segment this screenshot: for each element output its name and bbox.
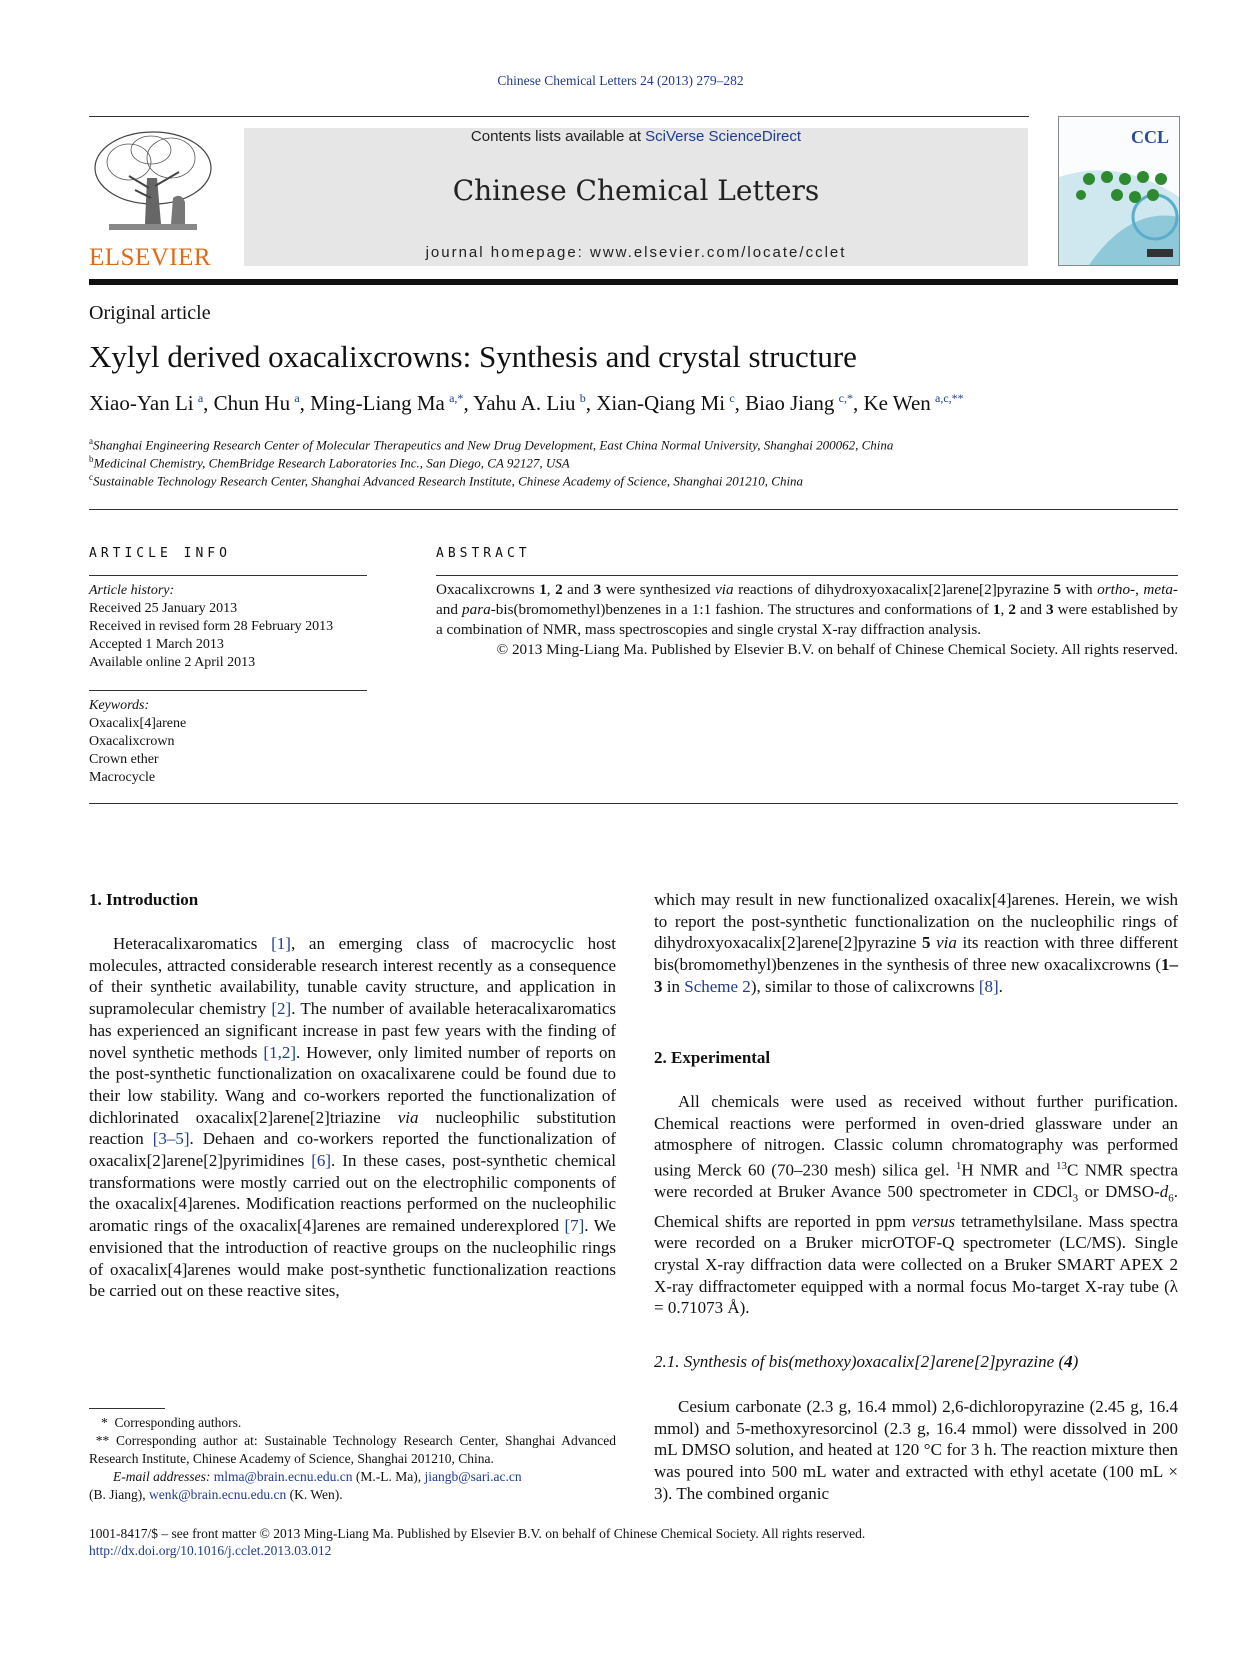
journal-cover-image	[1058, 116, 1180, 266]
synthesis-paragraph: Cesium carbonate (2.3 g, 16.4 mmol) 2,6-dichloropyrazine (2.45 g, 16.4 mmol) and 5-methoxyresorcinol (2.3 g, 16.4 mmol) were dissolved in 200 mL DMSO solution, and heated at 120 °C for 3 h. The reaction mixture then was poured into 500 mL water and extracted with ethyl acetate (100 mL × 3). The combined organic	[654, 1397, 1178, 1503]
citation-link[interactable]: [7]	[564, 1216, 585, 1236]
author: Biao Jiang	[745, 391, 835, 415]
affiliation-rule	[89, 509, 1178, 510]
info-rule	[89, 575, 367, 576]
contents-prefix: Contents lists available at	[470, 128, 646, 145]
history-item: Received in revised form 28 February 2013	[89, 619, 334, 634]
author: Chun Hu	[213, 391, 291, 415]
doi-link[interactable]: http://dx.doi.org/10.1016/j.cclet.2013.03.012	[89, 1543, 332, 1558]
experimental-paragraph: All chemicals were used as received without further purification. Chemical reactions were performed in oven-dried glassware under an atmosphere of nitrogen. Classic column chromatography was performed using Merck 60 (70–230 mesh) silica gel. $^1$H NMR and $^{13}$C NMR spectra were recorded at Bruker Avance 500 spectrometer in CDCl$_3$ or DMSO-$d_6$. Chemical shifts are reported in ppm versus tetramethylsilane. Mass spectra were recorded on a Bruker micrOTOF-Q spectrometer (LC/MS). Single crystal X-ray diffraction data were collected on a Bruker SMART APEX 2 X-ray diffractometer equipped with a normal focus Mo-target X-ray tube (λ = 0.71073 Å).	[654, 1092, 1178, 1318]
abstract-heading: ABSTRACT	[436, 546, 531, 561]
affiliation	[89, 454, 570, 471]
article-history	[89, 582, 333, 672]
affiliation-text: Shanghai Engineering Research Center of Molecular Therapeutics and New Drug Development, East China Normal University, Shanghai 200062, China	[93, 437, 894, 453]
author: Yahu A. Liu	[473, 391, 576, 415]
affiliation-text: Medicinal Chemistry, ChemBridge Research Laboratories Inc., San Diego, CA 92127, USA	[93, 455, 570, 471]
author-affiliation-link[interactable]: a	[294, 391, 300, 405]
cover-title: CCL	[1130, 127, 1169, 147]
author-affiliation-link[interactable]: b	[579, 391, 586, 405]
author-affiliation-link[interactable]: c	[729, 391, 735, 405]
history-item: Received 25 January 2013	[89, 601, 238, 616]
abstract-copyright: © 2013 Ming-Liang Ma. Published by Elsevier B.V. on behalf of Chinese Chemical Society. All rights reserved.	[496, 641, 1178, 658]
author: Xiao-Yan Li	[89, 391, 194, 415]
sciencedirect-link[interactable]: SciVerse ScienceDirect	[645, 128, 802, 145]
info-rule	[89, 690, 367, 691]
footnote: * Corresponding authors.	[101, 1415, 242, 1430]
footnotes	[89, 1414, 616, 1504]
affiliation-marker: c	[89, 472, 93, 482]
elsevier-logo	[89, 128, 217, 271]
abstract-rule	[436, 575, 1178, 576]
history-item: Accepted 1 March 2013	[89, 637, 224, 652]
journal-homepage[interactable]: journal homepage: www.elsevier.com/locate/cclet	[425, 244, 847, 261]
footnote: ** Corresponding author at: Sustainable Technology Research Center, Shanghai Advanced Research Institute, Chinese Academy of Science, Shanghai 201210, China.	[89, 1433, 616, 1466]
subsection-heading: 2.1. Synthesis of bis(methoxy)oxacalix[2]arene[2]pyrazine (4)	[654, 1352, 1079, 1371]
affiliation	[89, 472, 803, 489]
keyword: Oxacalixcrown	[89, 734, 175, 749]
email-link[interactable]: wenk@brain.ecnu.edu.cn	[149, 1487, 287, 1502]
citation-link[interactable]: [8]	[978, 976, 999, 996]
citation-link[interactable]: [2]	[271, 999, 292, 1019]
keywords-label: Keywords:	[89, 698, 150, 713]
page-footer	[89, 1525, 1178, 1559]
email-footnote: (B. Jiang), wenk@brain.ecnu.edu.cn (K. Wen).	[89, 1487, 343, 1502]
keywords	[89, 697, 186, 787]
abstract-text: Oxacalixcrowns 1, 2 and 3 were synthesized via reactions of dihydroxyoxacalix[2]arene[2]pyrazine 5 with ortho-, meta- and para-bis(bromomethyl)benzenes in a 1:1 fashion. The structures and conformations of 1, 2 and 3 were established by a combination of NMR, mass spectroscopies and single crystal X-ray diffraction analysis. © 2013 Ming-Liang Ma. Published by Elsevier B.V. on behalf of Chinese Chemical Society. All rights reserved.	[436, 581, 1178, 658]
section-heading-experimental: 2. Experimental	[654, 1048, 771, 1067]
abstract-end-rule	[89, 803, 1178, 804]
keyword: Oxacalix[4]arene	[89, 716, 187, 731]
author-affiliation-link[interactable]: a,*	[449, 391, 464, 405]
citation-link[interactable]: [1]	[271, 934, 291, 953]
article-title: Xylyl derived oxacalixcrowns: Synthesis and crystal structure	[89, 339, 857, 374]
author-affiliation-link[interactable]: c,*	[838, 391, 853, 405]
article-type: Original article	[89, 302, 211, 324]
email-link[interactable]: mlma@brain.ecnu.edu.cn	[213, 1469, 353, 1484]
author: Ming-Liang Ma	[310, 391, 445, 415]
author-affiliation-link[interactable]: a,c,**	[935, 391, 964, 405]
author-list: Xiao-Yan Li $^a$, Chun Hu $^a$, Ming-Liang Ma $^{a,*}$, Yahu A. Liu $^b$, Xian-Qiang Mi $^c$, Biao Jiang $^{c,*}$, Ke Wen $^{a,c,**}$	[89, 391, 964, 415]
citation-link[interactable]: [6]	[311, 1151, 332, 1171]
affiliation	[89, 436, 893, 453]
keyword: Crown ether	[89, 752, 159, 767]
author: Xian-Qiang Mi	[596, 391, 726, 415]
scheme-link[interactable]: Scheme 2	[684, 976, 751, 996]
affiliation-text: Sustainable Technology Research Center, Shanghai Advanced Research Institute, Chinese Academy of Science, Shanghai 201210, China	[93, 473, 804, 489]
citation-link[interactable]: [1,2]	[263, 1042, 296, 1062]
author: Ke Wen	[863, 391, 931, 415]
email-footnote: E-mail addresses: mlma@brain.ecnu.edu.cn (M.-L. Ma), jiangb@sari.ac.cn	[113, 1469, 522, 1484]
email-link[interactable]: jiangb@sari.ac.cn	[424, 1469, 522, 1484]
journal-reference-link[interactable]: Chinese Chemical Letters 24 (2013) 279–282	[497, 73, 744, 88]
article-info-heading: ARTICLE INFO	[89, 546, 231, 561]
journal-banner	[244, 128, 1028, 266]
citation-link[interactable]: [3–5]	[152, 1129, 190, 1149]
header-rule	[89, 116, 1029, 117]
keyword: Macrocycle	[89, 770, 156, 785]
contents-line	[244, 128, 1028, 145]
section-heading-introduction: 1. Introduction	[89, 890, 199, 909]
footnote-rule	[89, 1408, 165, 1409]
tree-icon	[89, 128, 217, 240]
copyright-line: 1001-8417/$ – see front matter © 2013 Ming-Liang Ma. Published by Elsevier B.V. on behalf of Chinese Chemical Society. All rights reserved.	[89, 1526, 866, 1541]
history-item: Available online 2 April 2013	[89, 655, 256, 670]
introduction-paragraph: Heteracalixaromatics [1], an emerging class of macrocyclic host molecules, attracted considerable research interest recently as a consequence of their synthetic availability, tunable cavity structure, and application in supramolecular chemistry [2]. The number of available heteracalixaromatics has experienced an significant increase in past few years with the finding of novel synthetic methods [1,2]. However, only limited number of reports on the post-synthetic functionalization on oxacalixarene could be found due to their low stability. Wang and co-workers reported the functionalization of dichlorinated oxacalix[2]arene[2]triazine via nucleophilic substitution reaction [3–5]. Dehaen and co-workers reported the functionalization of oxacalix[2]arene[2]pyrimidines [6]. In these cases, post-synthetic chemical transformations were mostly carried out on the electrophilic components of the oxacalix[4]arenes. Modification reactions performed on the nucleophilic aromatic rings of the oxacalix[4]arenes are remained underexplored [7]. We envisioned that the introduction of reactive groups on the nucleophilic rings of oxacalix[4]arenes would make post-synthetic functionalization reactions be carried out on these reactive sites,	[89, 934, 616, 1301]
author-affiliation-link[interactable]: a	[197, 391, 204, 405]
journal-title: Chinese Chemical Letters	[452, 174, 820, 207]
elsevier-wordmark: ELSEVIER	[89, 244, 212, 271]
banner-rule	[89, 279, 1178, 285]
affiliation-marker: b	[89, 454, 94, 464]
history-label: Article history:	[89, 583, 175, 598]
introduction-continued: which may result in new functionalized oxacalix[4]arenes. Herein, we wish to report the post-synthetic functionalization on the nucleophilic rings of dihydroxyoxacalix[2]arene[2]pyrazine 5 via its reaction with three different bis(bromomethyl)benzenes in the synthesis of three new oxacalixcrowns (1–3 in Scheme 2), similar to those of calixcrowns [8].	[654, 890, 1179, 996]
affiliation-marker: a	[89, 436, 93, 446]
